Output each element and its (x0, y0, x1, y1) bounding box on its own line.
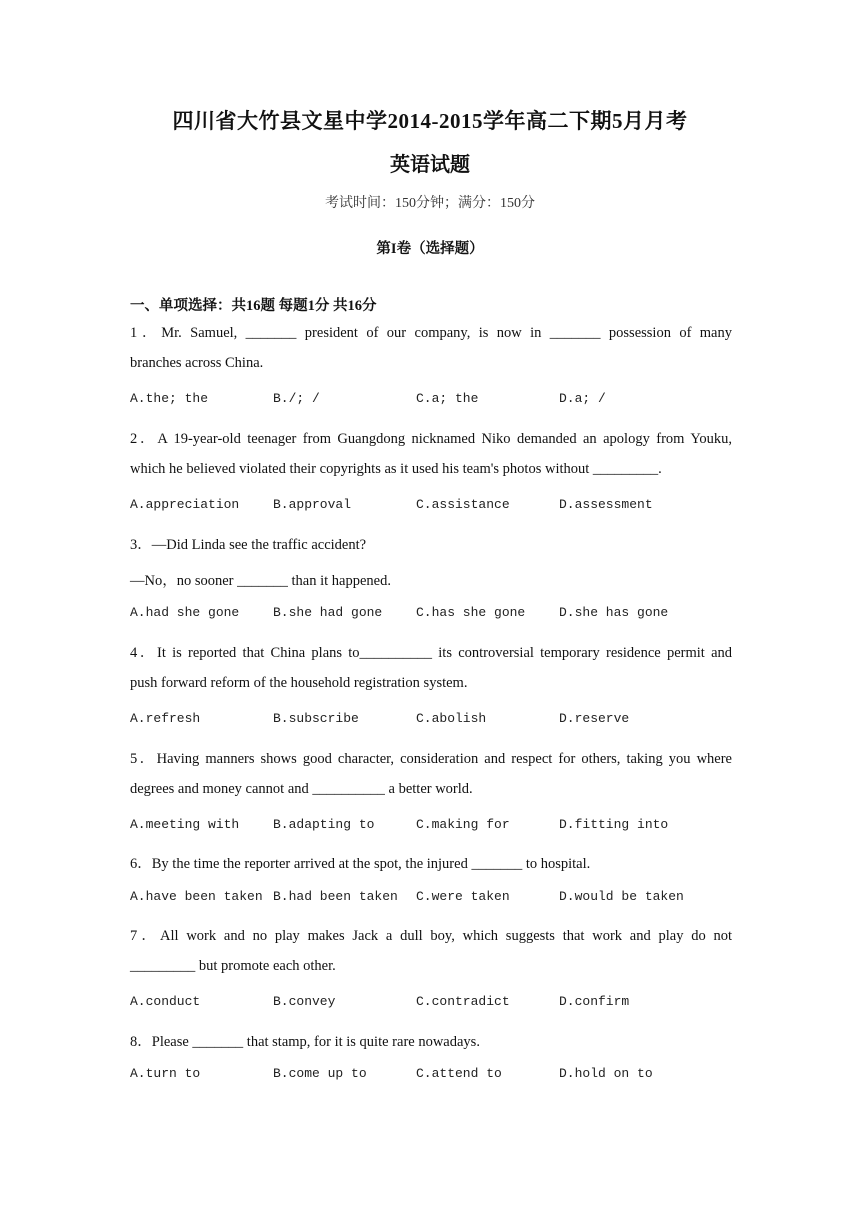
option-c: C.a; the (416, 391, 479, 406)
option-c: C.were taken (416, 889, 510, 904)
option-d: D.a; / (559, 391, 606, 406)
option-b: B.convey (273, 994, 336, 1009)
option-a: A.have been taken (130, 889, 263, 904)
question-4-line-2: push forward reform of the household registration system. (130, 675, 468, 691)
question-4-options (130, 711, 750, 731)
question-8-options (130, 1066, 750, 1086)
option-b: B.adapting to (273, 817, 375, 832)
question-6-line-1: 6．By the time the reporter arrived at the spot, the injured _______ to hospital. (130, 856, 591, 872)
question-2-line-2: which he believed violated their copyrights as it used his team's photos without _________. (130, 461, 662, 477)
exam-subtitle: 英语试题 (390, 154, 470, 176)
option-a: A.meeting with (130, 817, 240, 832)
question-7-line-2: _________ but promote each other. (130, 958, 336, 974)
option-d: D.assessment (559, 497, 653, 512)
option-c: C.contradict (416, 994, 510, 1009)
option-a: A.appreciation (130, 497, 240, 512)
option-d: D.she has gone (559, 605, 669, 620)
question-1-options (130, 391, 750, 411)
question-5-line-1: 5．Having manners shows good character, consideration and respect for others, taking you where (130, 751, 732, 767)
option-b: B.come up to (273, 1066, 367, 1081)
option-c: C.attend to (416, 1066, 502, 1081)
question-8-line-1: 8．Please _______ that stamp, for it is quite rare nowadays. (130, 1034, 480, 1050)
section-heading: 一、单项选择：共16题 每题1分 共16分 (130, 298, 377, 314)
option-d: D.hold on to (559, 1066, 653, 1081)
option-d: D.confirm (559, 994, 630, 1009)
question-2-line-1: 2．A 19-year-old teenager from Guangdong nicknamed Niko demanded an apology from Youku, (130, 431, 732, 447)
question-5-options (130, 817, 750, 837)
option-a: A.had she gone (130, 605, 240, 620)
question-3-options (130, 605, 750, 625)
question-3-line-2: —No，no sooner _______ than it happened. (130, 573, 391, 589)
question-2-options (130, 497, 750, 517)
option-a: A.conduct (130, 994, 201, 1009)
question-5-line-2: degrees and money cannot and __________ a better world. (130, 781, 473, 797)
question-3-line-1: 3．—Did Linda see the traffic accident? (130, 537, 367, 553)
option-c: C.has she gone (416, 605, 526, 620)
option-b: B.subscribe (273, 711, 359, 726)
option-b: B.had been taken (273, 889, 398, 904)
part-label: 第I卷（选择题） (376, 241, 484, 257)
option-d: D.reserve (559, 711, 630, 726)
option-d: D.would be taken (559, 889, 684, 904)
exam-title: 四川省大竹县文星中学2014-2015学年高二下期5月月考 (172, 109, 688, 133)
option-d: D.fitting into (559, 817, 669, 832)
option-a: A.refresh (130, 711, 201, 726)
question-7-line-1: 7．All work and no play makes Jack a dull boy, which suggests that work and play do not (130, 928, 732, 944)
question-7-options (130, 994, 750, 1014)
question-4-line-1: 4．It is reported that China plans to__________ its controversial temporary residence permit and (130, 645, 732, 661)
option-a: A.turn to (130, 1066, 201, 1081)
option-b: B.approval (273, 497, 352, 512)
option-b: B.she had gone (273, 605, 383, 620)
option-c: C.making for (416, 817, 510, 832)
question-1-line-1: 1．Mr. Samuel, _______ president of our company, is now in _______ possession of many (130, 325, 732, 341)
exam-info: 考试时间：150分钟；满分：150分 (325, 196, 535, 211)
option-c: C.assistance (416, 497, 510, 512)
option-a: A.the; the (130, 391, 209, 406)
option-b: B./; / (273, 391, 320, 406)
question-1-line-2: branches across China. (130, 355, 264, 371)
question-6-options (130, 889, 750, 909)
option-c: C.abolish (416, 711, 487, 726)
